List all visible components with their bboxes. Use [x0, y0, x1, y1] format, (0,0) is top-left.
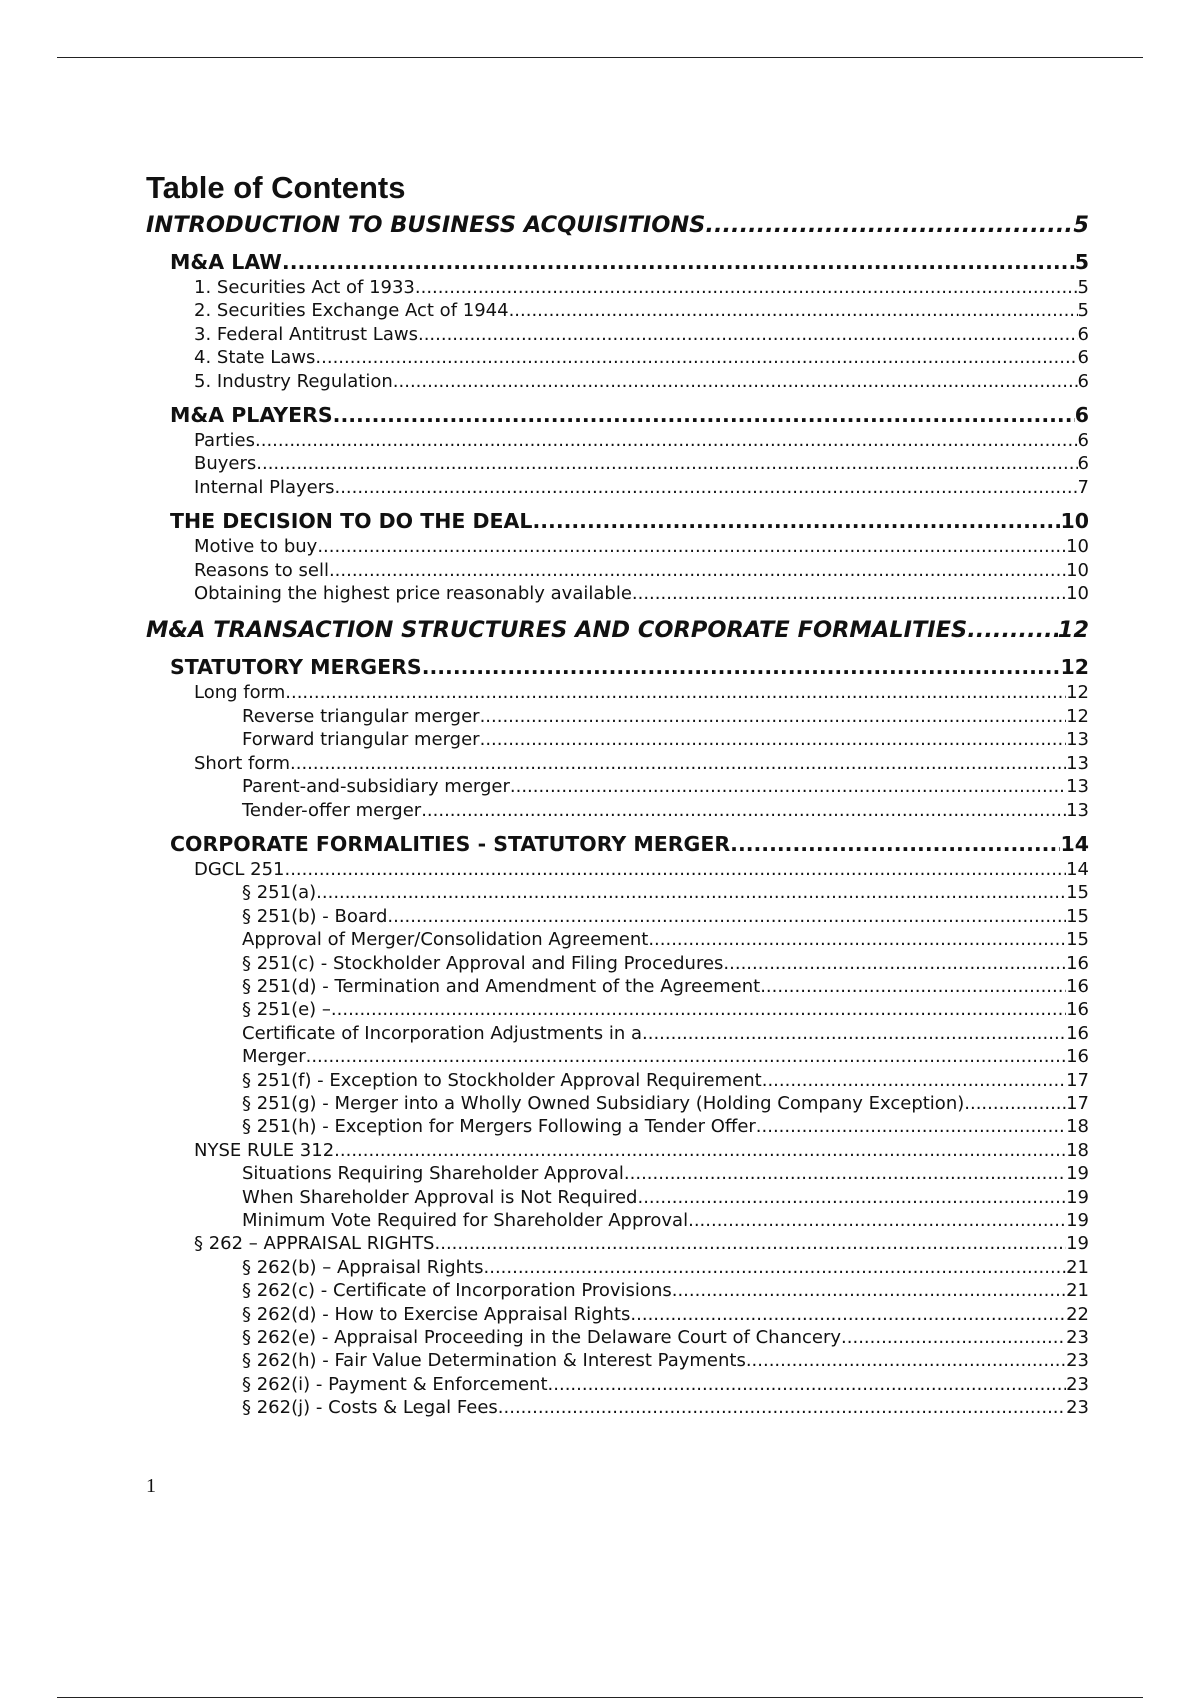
toc-entry-page: 6 [1077, 370, 1089, 392]
toc-entry[interactable] [146, 1256, 1089, 1279]
toc-dot-leader [282, 249, 1075, 276]
toc-entry-title: § 262(h) - Fair Value Determination & Interest Payments [242, 1350, 746, 1372]
toc-dot-leader [418, 323, 1078, 346]
toc-dot-leader [422, 654, 1061, 681]
toc-entry-title: Situations Requiring Shareholder Approval [242, 1163, 624, 1185]
toc-entry-page: 10 [1060, 509, 1089, 534]
toc-entry[interactable] [146, 346, 1089, 369]
toc-entry[interactable] [146, 705, 1089, 728]
toc-entry-page: 6 [1077, 430, 1089, 452]
toc-entry[interactable] [146, 799, 1089, 822]
toc-entry[interactable] [146, 881, 1089, 904]
toc-dot-leader [421, 799, 1066, 822]
toc-entry-title: § 262(d) - How to Exercise Appraisal Rights [242, 1303, 631, 1325]
toc-dot-leader [285, 681, 1066, 704]
toc-entry[interactable] [146, 1115, 1089, 1138]
toc-dot-leader [688, 1209, 1066, 1232]
toc-entry-title: Buyers [194, 453, 257, 475]
toc-entry-page: 12 [1060, 655, 1089, 680]
toc-dot-leader [648, 928, 1066, 951]
toc-entry[interactable] [146, 654, 1089, 681]
toc-entry[interactable] [146, 952, 1089, 975]
toc-entry[interactable] [146, 1022, 1089, 1045]
toc-dot-leader [484, 1256, 1067, 1279]
toc-entry[interactable] [146, 582, 1089, 605]
toc-entry-page: 23 [1066, 1327, 1089, 1349]
toc-entry[interactable] [146, 1349, 1089, 1372]
toc-entry-page: 12 [1066, 682, 1089, 704]
toc-entry-list [146, 210, 1089, 1420]
toc-entry-title: § 262(e) - Appraisal Proceeding in the Delaware Court of Chancery [242, 1327, 842, 1349]
toc-entry-page: 23 [1066, 1397, 1089, 1419]
toc-dot-leader [480, 728, 1067, 751]
toc-entry-page: 17 [1066, 1092, 1089, 1114]
toc-entry-page: 13 [1066, 799, 1089, 821]
toc-entry[interactable] [146, 452, 1089, 475]
toc-dot-leader [334, 476, 1077, 499]
toc-entry-page: 22 [1066, 1303, 1089, 1325]
toc-entry[interactable] [146, 831, 1089, 858]
toc-entry-page: 12 [1057, 617, 1089, 644]
toc-entry[interactable] [146, 775, 1089, 798]
toc-entry[interactable] [146, 1162, 1089, 1185]
toc-entry-title: § 251(f) - Exception to Stockholder Approval Requirement [242, 1069, 762, 1091]
toc-entry-page: 13 [1066, 729, 1089, 751]
toc-entry-page: 16 [1066, 975, 1089, 997]
toc-dot-leader [762, 1069, 1066, 1092]
toc-entry-title: 1. Securities Act of 1933 [194, 277, 415, 298]
toc-entry-page: 21 [1066, 1280, 1089, 1302]
page-number: 1 [146, 1475, 156, 1497]
toc-dot-leader [317, 535, 1066, 558]
toc-dot-leader [509, 299, 1078, 322]
toc-entry[interactable] [146, 998, 1089, 1021]
toc-entry-page: 12 [1066, 705, 1089, 727]
toc-entry-page: 18 [1066, 1139, 1089, 1161]
toc-dot-leader [331, 998, 1066, 1021]
toc-dot-leader [532, 508, 1060, 535]
toc-entry[interactable] [146, 323, 1089, 346]
toc-entry-title: 4. State Laws [194, 347, 316, 369]
toc-entry-title: When Shareholder Approval is Not Required [242, 1186, 638, 1208]
toc-entry-title: § 251(h) - Exception for Mergers Following a Tender Offer [242, 1116, 756, 1138]
toc-entry-page: 5 [1077, 300, 1089, 322]
toc-entry-page: 15 [1066, 882, 1089, 904]
toc-entry[interactable] [146, 402, 1089, 429]
toc-entry-page: 6 [1074, 403, 1089, 428]
toc-dot-leader [435, 1232, 1067, 1255]
toc-dot-leader [334, 1139, 1066, 1162]
toc-entry[interactable] [146, 1139, 1089, 1162]
toc-entry[interactable] [146, 535, 1089, 558]
toc-dot-leader [510, 775, 1066, 798]
toc-dot-leader [756, 1115, 1066, 1138]
footer-rule [57, 1697, 1143, 1698]
toc-entry-page: 16 [1066, 1046, 1089, 1068]
toc-entry-title: INTRODUCTION TO BUSINESS ACQUISITIONS [146, 212, 706, 238]
toc-dot-leader [672, 1279, 1066, 1302]
toc-dot-leader [316, 881, 1066, 904]
toc-entry-title: CORPORATE FORMALITIES - STATUTORY MERGER [170, 831, 731, 856]
toc-entry-page: 15 [1066, 905, 1089, 927]
toc-entry[interactable] [146, 928, 1089, 951]
toc-entry[interactable] [146, 858, 1089, 881]
toc-entry-title: Short form [194, 752, 290, 774]
toc-entry-page: 16 [1066, 952, 1089, 974]
toc-entry[interactable] [146, 1209, 1089, 1232]
toc-entry-page: 6 [1077, 347, 1089, 369]
toc-entry-title: § 262(i) - Payment & Enforcement [242, 1373, 548, 1395]
toc-entry[interactable] [146, 1396, 1089, 1419]
toc-dot-leader [705, 210, 1073, 240]
toc-dot-leader [760, 975, 1066, 998]
toc-entry-page: 10 [1066, 536, 1089, 558]
toc-entry-title: DGCL 251 [194, 858, 285, 880]
toc-entry-title: Long form [194, 682, 286, 704]
toc-entry[interactable] [146, 681, 1089, 704]
toc-entry-title: Minimum Vote Required for Shareholder Approval [242, 1210, 689, 1231]
toc-entry-page: 17 [1066, 1069, 1089, 1091]
toc-entry-title: Tender-offer merger [242, 799, 422, 821]
toc-entry-title: NYSE RULE 312 [194, 1139, 335, 1161]
toc-entry-title: Merger [242, 1046, 306, 1068]
toc-entry-title: M&A LAW [170, 250, 282, 274]
toc-entry-title: Obtaining the highest price reasonably available [194, 583, 632, 605]
toc-entry[interactable] [146, 905, 1089, 928]
toc-entry-page: 19 [1066, 1186, 1089, 1208]
toc-entry[interactable] [146, 1092, 1089, 1115]
toc-entry-page: 10 [1066, 559, 1089, 581]
toc-entry-title: § 262(j) - Costs & Legal Fees [242, 1397, 498, 1419]
toc-entry-page: 14 [1066, 858, 1089, 880]
toc-entry-title: Reverse triangular merger [242, 705, 480, 727]
toc-entry[interactable] [146, 559, 1089, 582]
toc-entry[interactable] [146, 1232, 1089, 1255]
toc-dot-leader [723, 952, 1066, 975]
toc-dot-leader [480, 705, 1067, 728]
toc-entry-title: § 262(c) - Certificate of Incorporation Provisions [242, 1280, 672, 1302]
toc-entry-title: Motive to buy [194, 536, 318, 558]
toc-entry-page: 5 [1073, 212, 1089, 238]
toc-entry-page: 13 [1066, 776, 1089, 798]
toc-dot-leader [256, 452, 1077, 475]
toc-entry-title: 5. Industry Regulation [194, 370, 393, 392]
toc-entry-title: 2. Securities Exchange Act of 1944 [194, 300, 509, 322]
toc-dot-leader [964, 1092, 1066, 1115]
toc-dot-leader [630, 1303, 1066, 1326]
toc-entry-page: 6 [1077, 453, 1089, 475]
toc-entry-title: § 251(d) - Termination and Amendment of the Agreement [242, 975, 761, 997]
toc-dot-leader [329, 559, 1066, 582]
toc-entry[interactable] [146, 249, 1089, 276]
toc-dot-leader [498, 1396, 1066, 1419]
toc-entry-page: 18 [1066, 1116, 1089, 1138]
toc-entry-page: 6 [1077, 323, 1089, 345]
toc-dot-leader [387, 905, 1066, 928]
toc-entry[interactable] [146, 615, 1089, 645]
toc-entry-title: § 262(b) – Appraisal Rights [242, 1256, 484, 1278]
header-rule [57, 57, 1143, 58]
toc-entry-page: 16 [1066, 999, 1089, 1021]
toc-entry[interactable] [146, 1069, 1089, 1092]
toc-entry-title: Reasons to sell [194, 559, 329, 581]
toc-entry[interactable] [146, 1303, 1089, 1326]
toc-entry-page: 19 [1066, 1233, 1089, 1255]
toc-entry-page: 5 [1074, 250, 1089, 274]
toc-dot-leader [284, 858, 1066, 881]
toc-entry-page: 16 [1066, 1022, 1089, 1044]
toc-entry-title: Parties [194, 430, 255, 452]
toc-entry-page: 13 [1066, 752, 1089, 774]
toc-dot-leader [841, 1326, 1066, 1349]
toc-entry-title: M&A TRANSACTION STRUCTURES AND CORPORATE FORMALITIES [146, 617, 968, 644]
toc-entry-page: 5 [1077, 277, 1089, 298]
toc-dot-leader [746, 1349, 1066, 1372]
toc-entry-title: Forward triangular merger [242, 729, 480, 751]
toc-entry-page: 15 [1066, 929, 1089, 951]
toc-entry[interactable] [146, 370, 1089, 393]
toc-dot-leader [637, 1186, 1066, 1209]
toc-entry[interactable] [146, 975, 1089, 998]
toc-entry[interactable] [146, 1373, 1089, 1396]
toc-entry[interactable] [146, 752, 1089, 775]
toc-entry[interactable] [146, 1279, 1089, 1302]
toc-entry-title: § 251(e) – [242, 999, 331, 1021]
toc-entry-page: 14 [1060, 831, 1089, 856]
toc-entry-title: M&A PLAYERS [170, 403, 333, 428]
toc-entry[interactable] [146, 429, 1089, 452]
toc-dot-leader [730, 831, 1060, 858]
toc-entry-title: § 251(a) [242, 882, 317, 904]
toc-entry[interactable] [146, 1186, 1089, 1209]
toc-entry-page: 21 [1066, 1256, 1089, 1278]
toc-entry-title: § 251(g) - Merger into a Wholly Owned Subsidiary (Holding Company Exception) [242, 1092, 965, 1114]
toc-entry-title: Certificate of Incorporation Adjustments in a [242, 1022, 642, 1044]
toc-entry[interactable] [146, 1326, 1089, 1349]
toc-entry-title: 3. Federal Antitrust Laws [194, 323, 418, 345]
toc-entry[interactable] [146, 1045, 1089, 1068]
toc-dot-leader [548, 1373, 1067, 1396]
table-of-contents [146, 168, 1089, 1420]
toc-dot-leader [642, 1022, 1066, 1045]
toc-entry-page: 23 [1066, 1373, 1089, 1395]
toc-dot-leader [333, 402, 1075, 429]
toc-entry-page: 19 [1066, 1210, 1089, 1231]
toc-entry[interactable] [146, 508, 1089, 535]
toc-entry-title: STATUTORY MERGERS [170, 655, 422, 680]
toc-entry-title: § 262 – APPRAISAL RIGHTS [194, 1233, 435, 1255]
toc-entry[interactable] [146, 276, 1089, 299]
toc-dot-leader [967, 615, 1057, 645]
toc-entry-title: THE DECISION TO DO THE DEAL [170, 509, 533, 534]
toc-entry[interactable] [146, 728, 1089, 751]
toc-dot-leader [624, 1162, 1066, 1185]
toc-dot-leader [290, 752, 1066, 775]
toc-dot-leader [632, 582, 1066, 605]
toc-entry-title: Parent-and-subsidiary merger [242, 776, 510, 798]
toc-entry[interactable] [146, 299, 1089, 322]
toc-entry-title: § 251(b) - Board [242, 905, 388, 927]
toc-entry-page: 7 [1077, 476, 1089, 498]
toc-dot-leader [315, 346, 1077, 369]
toc-entry-title: Approval of Merger/Consolidation Agreement [242, 929, 649, 951]
toc-dot-leader [415, 276, 1078, 299]
toc-dot-leader [306, 1045, 1067, 1068]
toc-entry-page: 10 [1066, 583, 1089, 605]
toc-dot-leader [255, 429, 1078, 452]
toc-entry[interactable] [146, 210, 1089, 240]
toc-dot-leader [393, 370, 1078, 393]
toc-entry-title: § 251(c) - Stockholder Approval and Filing Procedures [242, 952, 724, 974]
toc-entry[interactable] [146, 476, 1089, 499]
toc-title: Table of Contents [146, 170, 406, 205]
toc-entry-page: 23 [1066, 1350, 1089, 1372]
toc-entry-page: 19 [1066, 1163, 1089, 1185]
toc-entry-title: Internal Players [194, 476, 335, 498]
